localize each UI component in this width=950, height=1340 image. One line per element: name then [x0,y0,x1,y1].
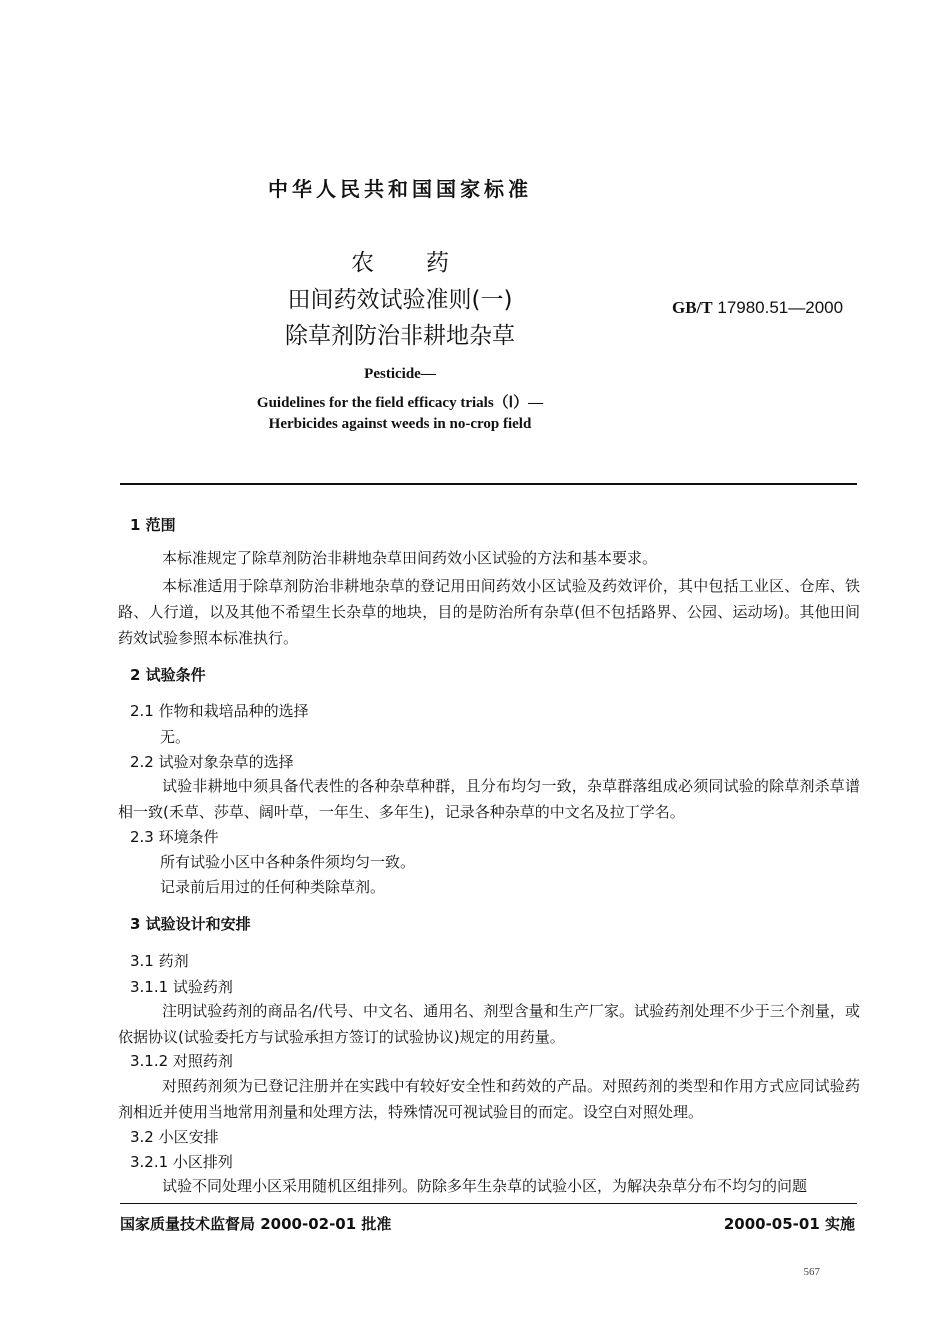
title-line-3: 除草剂防治非耕地杂草 [285,323,515,349]
section-3-2-1-text: 试验不同处理小区采用随机区组排列。防除多年生杂草的试验小区，为解决杂草分布不均匀的问题 [162,1177,808,1195]
section-3-1-1-text: 注明试验药剂的商品名/代号、中文名、通用名、剂型含量和生产厂家。试验药剂处理不少于三个剂量，或依据协议(试验委托方与试验承担方签订的试验协议)规定的用药量。 [118,1002,860,1046]
section-3-1-heading: 3.1 药剂 [130,952,189,970]
section-1-paragraph-2: 本标准适用于除草剂防治非耕地杂草的登记用田间药效小区试验及药效评价，其中包括工业区、仓库、铁路、人行道，以及其他不希望生长杂草的地块，目的是防治所有杂草(但不包括路界、公园、运动场)。其他田间药效试验参照本标准执行。 [118,577,860,647]
title-line-2: 田间药效试验准则(一) [287,287,513,313]
title-word-a: 农 [351,250,374,276]
section-2-3-heading: 2.3 环境条件 [130,828,219,846]
title-word-b: 药 [426,250,449,276]
section-2-3-text-1: 所有试验小区中各种条件须均匀一致。 [160,853,416,871]
section-2-2-heading: 2.2 试验对象杂草的选择 [130,753,294,771]
section-1-heading: 1 范围 [130,516,176,534]
section-3-1-2-text: 对照药剂须为已登记注册并在实践中有较好安全性和药效的产品。对照药剂的类型和作用方式应同试验药剂相近并使用当地常用剂量和处理方法，特殊情况可视试验目的而定。设空白对照处理。 [118,1077,860,1121]
english-title-3: Herbicides against weeds in no-crop field [268,416,532,432]
english-title-2: Guidelines for the field efficacy trials（Ⅰ）— [256,395,544,411]
section-2-1-text: 无。 [160,728,191,746]
section-2-1-heading: 2.1 作物和栽培品种的选择 [130,702,309,720]
section-3-1-2-heading: 3.1.2 对照药剂 [130,1052,233,1070]
section-1-paragraph-1: 本标准规定了除草剂防治非耕地杂草田间药效小区试验的方法和基本要求。 [162,549,658,567]
section-2-2-text: 试验非耕地中须具备代表性的各种杂草种群，且分布均匀一致，杂草群落组成必须同试验的除草剂杀草谱相一致(禾草、莎草、阔叶草，一年生、多年生)，记录各种杂草的中文名及拉丁学名。 [118,777,860,821]
page-number: 567 [803,1266,820,1278]
code-number: 17980.51—2000 [717,298,844,317]
english-title-1: Pesticide— [364,366,436,382]
implementation-date: 2000-05-01 实施 [723,1215,855,1233]
standard-code [672,298,843,318]
footer-divider [120,1203,857,1204]
section-3-heading: 3 试验设计和安排 [130,915,251,933]
code-prefix: GB/T [672,298,713,317]
approval-date: 国家质量技术监督局 2000-02-01 批准 [120,1215,392,1233]
header-divider [120,483,857,485]
section-3-1-1-heading: 3.1.1 试验药剂 [130,978,233,996]
section-2-heading: 2 试验条件 [130,666,206,684]
title-line-1 [0,244,800,277]
section-2-3-text-2: 记录前后用过的任何种类除草剂。 [160,878,386,896]
section-3-2-1-heading: 3.2.1 小区排列 [130,1153,233,1171]
section-3-2-heading: 3.2 小区安排 [130,1128,219,1146]
standard-type-heading: 中华人民共和国国家标准 [268,177,532,201]
